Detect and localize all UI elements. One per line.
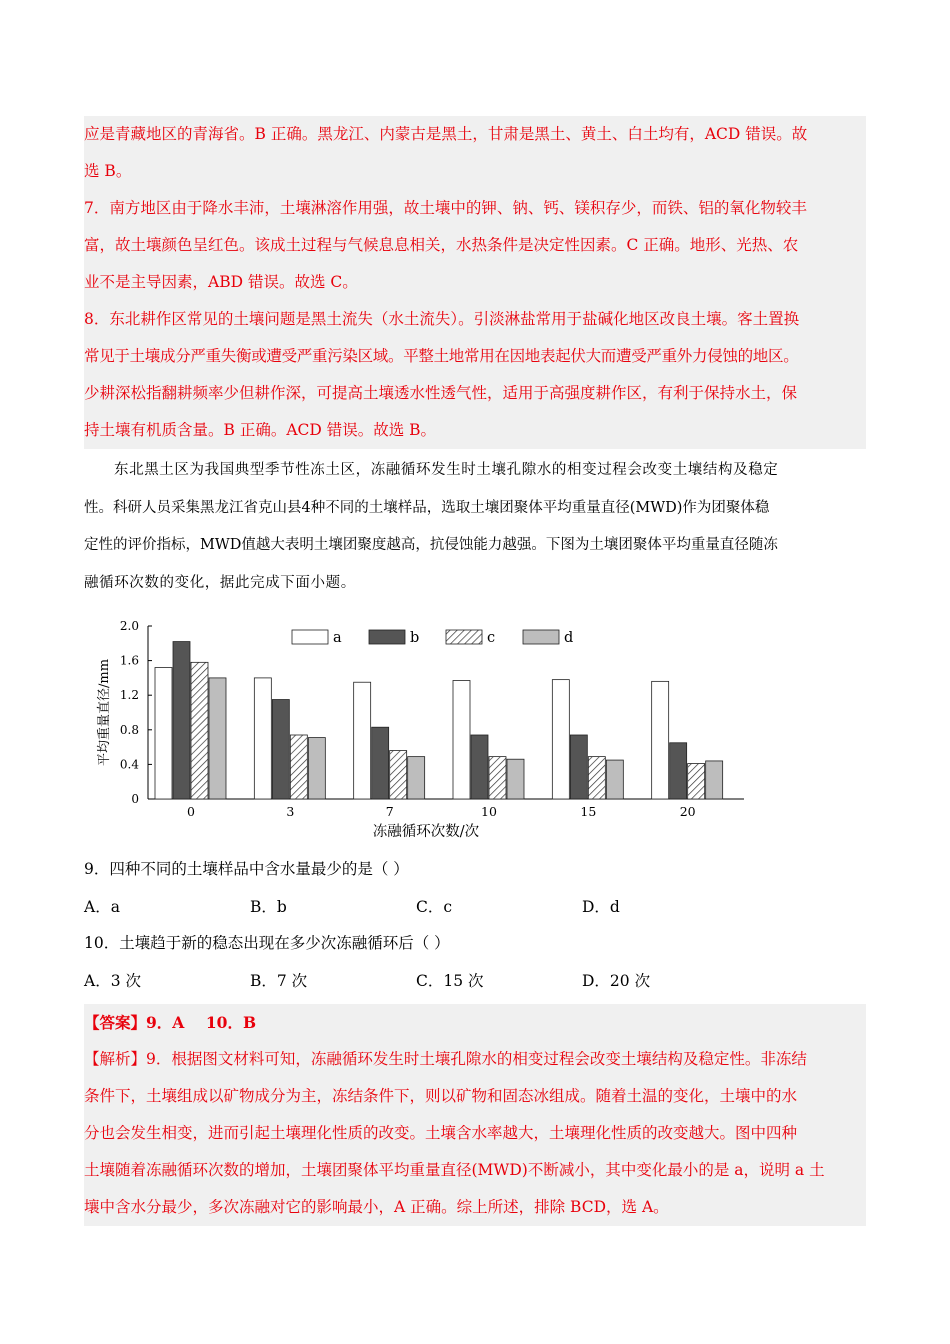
bar-d (706, 761, 723, 799)
bar-b (372, 727, 389, 799)
y-axis-label: 平均重量直径/mm (97, 658, 112, 767)
bar-b (570, 735, 587, 799)
bar-c (191, 662, 208, 799)
bar-d (507, 759, 524, 799)
y-tick-label: 1.2 (119, 688, 139, 703)
answer-explanation-9-10 (84, 1004, 866, 1226)
answer-explanation-6-8 (84, 116, 866, 449)
bar-a (652, 681, 669, 799)
text-line: 条件下，土壤组成以矿物成分为主，冻结条件下，则以矿物和固态冰组成。随着土温的变化，土壤中的水 (84, 1087, 798, 1105)
option-d[interactable]: D．d (582, 898, 620, 916)
option-a[interactable]: A．3 次 (84, 972, 141, 990)
text-line: 选 B。 (84, 162, 132, 180)
bar-c (489, 757, 506, 799)
y-tick-label: 0 (131, 792, 139, 806)
question-10: 10．土壤趋于新的稳态出现在多少次冻融循环后（ ） (84, 934, 450, 952)
bar-d (606, 760, 623, 799)
text-line: 业不是主导因素，ABD 错误。故选 C。 (84, 273, 358, 291)
passage-line: 性。科研人员采集黑龙江省克山县4种不同的土壤样品，选取土壤团聚体平均重量直径(MWD)作为团聚体稳 (84, 499, 770, 516)
y-tick-label: 2.0 (119, 619, 139, 633)
text-line: 应是青藏地区的青海省。B 正确。黑龙江、内蒙古是黑土，甘肃是黑土、黄土、白土均有，ACD 错误。故 (84, 125, 808, 143)
passage-line: 东北黑土区为我国典型季节性冻土区，冻融循环发生时土壤孔隙水的相变过程会改变土壤结构及稳定 (114, 462, 779, 478)
bar-b (670, 743, 687, 799)
bar-d (408, 757, 425, 799)
text-line: 富，故土壤颜色呈红色。该成土过程与气候息息相关，水热条件是决定性因素。C 正确。地形、光热、农 (84, 236, 799, 254)
legend-swatch (446, 630, 482, 644)
bar-c (688, 764, 705, 799)
bar-a (552, 680, 569, 799)
option-c[interactable]: C．c (416, 898, 453, 916)
y-tick-label: 0.8 (119, 722, 139, 737)
text-line: 持土壤有机质含量。B 正确。ACD 错误。故选 B。 (84, 421, 437, 439)
bar-a (254, 678, 271, 799)
y-tick-label: 1.6 (119, 653, 139, 668)
bar-c (390, 751, 407, 799)
bar-b (173, 642, 190, 799)
option-c[interactable]: C．15 次 (416, 972, 484, 990)
question-9: 9．四种不同的土壤样品中含水量最少的是（ ） (84, 860, 409, 878)
passage-line: 融循环次数的变化，据此完成下面小题。 (84, 574, 356, 591)
legend-label: b (410, 630, 420, 646)
option-b[interactable]: B．7 次 (250, 972, 308, 990)
x-axis-label: 冻融循环次数/次 (372, 824, 480, 840)
legend-label: a (333, 630, 342, 646)
legend-swatch (523, 630, 559, 644)
bar-d (308, 738, 325, 799)
bar-c (290, 735, 307, 799)
answer-key: 【答案】9．A 10．B (84, 1013, 257, 1032)
legend-swatch (292, 630, 328, 644)
bar-b (272, 700, 289, 799)
option-d[interactable]: D．20 次 (582, 972, 651, 990)
x-tick-label: 15 (580, 804, 597, 819)
legend-swatch (369, 630, 405, 644)
option-a[interactable]: A．a (84, 898, 120, 916)
text-line: 少耕深松指翻耕频率少但耕作深，可提高土壤透水性透气性，适用于高强度耕作区，有利于保持水土，保 (84, 384, 798, 402)
bar-a (354, 682, 371, 799)
mwd-bar-chart (94, 618, 754, 840)
text-line: 8．东北耕作区常见的土壤问题是黑土流失（水土流失）。引淡淋盐常用于盐碱化地区改良土壤。客土置换 (84, 310, 800, 328)
reading-passage (84, 452, 866, 602)
text-line: 常见于土壤成分严重失衡或遭受严重污染区域。平整土地常用在因地表起伏大而遭受严重外力侵蚀的地区。 (84, 347, 799, 365)
option-b[interactable]: B．b (250, 898, 287, 916)
bar-a (453, 680, 470, 799)
bar-c (588, 757, 605, 799)
text-line: 【解析】9．根据图文材料可知，冻融循环发生时土壤孔隙水的相变过程会改变土壤结构及稳定性。非冻结 (84, 1050, 807, 1068)
text-line: 分也会发生相变，进而引起土壤理化性质的改变。土壤含水率越大，土壤理化性质的改变越大。图中四种 (84, 1124, 798, 1142)
legend-label: d (564, 630, 574, 646)
x-tick-label: 10 (481, 804, 497, 819)
text-line: 7．南方地区由于降水丰沛，土壤淋溶作用强，故土壤中的钾、钠、钙、镁积存少，而铁、铝的氧化物较丰 (84, 199, 807, 217)
x-tick-label: 20 (679, 804, 696, 819)
text-line: 壤中含水分最少，多次冻融对它的影响最小，A 正确。综上所述，排除 BCD，选 A。 (84, 1198, 669, 1216)
x-tick-label: 3 (286, 804, 295, 819)
bar-d (209, 678, 226, 799)
y-tick-label: 0.4 (119, 757, 139, 772)
x-tick-label: 0 (187, 804, 195, 819)
text-line: 土壤随着冻融循环次数的增加，土壤团聚体平均重量直径(MWD)不断减小，其中变化最小的是 a，说明 a 土 (84, 1161, 825, 1179)
x-tick-label: 7 (385, 804, 394, 819)
passage-line: 定性的评价指标，MWD值越大表明土壤团聚度越高，抗侵蚀能力越强。下图为土壤团聚体平均重量直径随冻 (84, 537, 778, 553)
legend-label: c (487, 630, 496, 646)
bar-b (471, 735, 488, 799)
bar-a (155, 668, 172, 799)
